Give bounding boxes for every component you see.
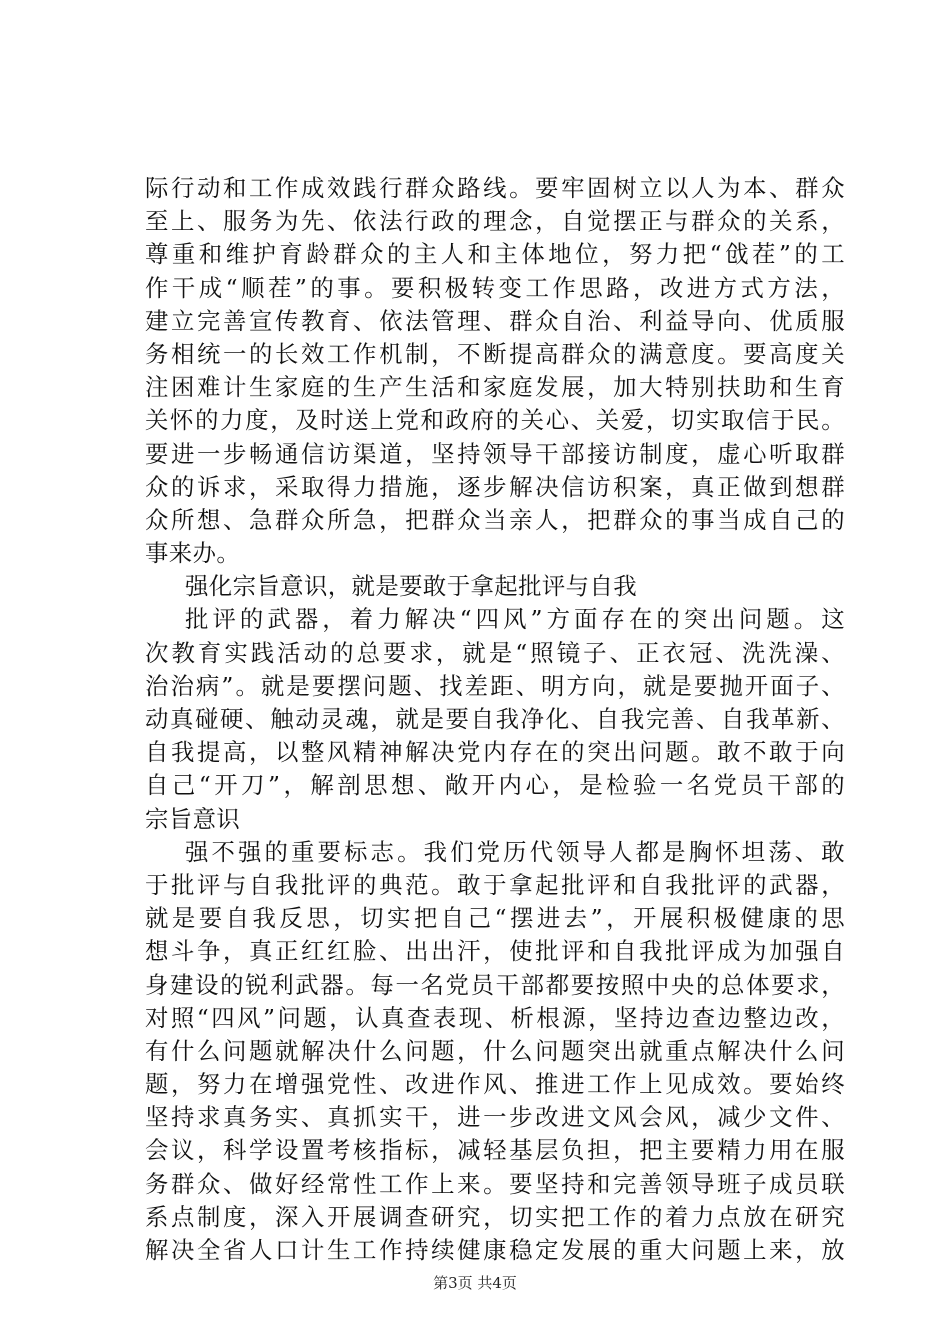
page-number-footer: 第3页 共4页 xyxy=(433,1274,517,1292)
text-line: 自我提高，以整风精神解决党内存在的突出问题。敢不敢于向 xyxy=(145,738,845,767)
text-line: 建立完善宣传教育、依法管理、群众自治、利益导向、优质服 xyxy=(145,306,845,335)
text-line: 就是要自我反思，切实把自己“摆进去”，开展积极健康的思 xyxy=(145,904,845,933)
text-line: 际行动和工作成效践行群众路线。要牢固树立以人为本、群众 xyxy=(145,174,845,202)
paragraph-heading: 强化宗旨意识，就是要敢于拿起批评与自我 xyxy=(185,572,638,601)
text-line: 要进一步畅通信访渠道，坚持领导干部接访制度，虚心听取群 xyxy=(145,439,845,468)
text-line: 次教育实践活动的总要求，就是“照镜子、正衣冠、洗洗澡、 xyxy=(145,638,845,667)
text-line: 坚持求真务实、真抓实干，进一步改进文风会风，减少文件、 xyxy=(145,1103,845,1132)
text-line: 自己“开刀”，解剖思想、敞开内心，是检验一名党员干部的 xyxy=(145,771,845,800)
text-line: 至上、服务为先、依法行政的理念，自觉摆正与群众的关系， xyxy=(145,207,845,236)
text-line: 治治病”。就是要摆问题、找差距、明方向，就是要抛开面子、 xyxy=(145,671,845,700)
text-line: 想斗争，真正红红脸、出出汗，使批评和自我批评成为加强自 xyxy=(145,937,845,966)
text-line: 务相统一的长效工作机制，不断提高群众的满意度。要高度关 xyxy=(145,339,845,368)
text-line: 宗旨意识 xyxy=(145,804,241,833)
text-line: 众所想、急群众所急，把群众当亲人，把群众的事当成自己的 xyxy=(145,505,845,534)
text-line: 系点制度，深入开展调查研究，切实把工作的着力点放在研究 xyxy=(145,1202,845,1231)
text-line: 解决全省人口计生工作持续健康稳定发展的重大问题上来，放 xyxy=(145,1236,845,1264)
text-line: 对照“四风”问题，认真查表现、析根源，坚持边查边整边改， xyxy=(145,1003,845,1032)
text-line: 关怀的力度，及时送上党和政府的关心、关爱，切实取信于民。 xyxy=(145,406,845,435)
body-text xyxy=(145,172,845,1267)
text-line: 事来办。 xyxy=(145,539,241,568)
text-line: 强不强的重要标志。我们党历代领导人都是胸怀坦荡、敢 xyxy=(185,837,845,866)
text-line: 批评的武器，着力解决“四风”方面存在的突出问题。这 xyxy=(185,605,845,634)
text-line: 会议，科学设置考核指标，减轻基层负担，把主要精力用在服 xyxy=(145,1136,845,1165)
text-line: 作干成“顺茬”的事。要积极转变工作思路，改进方式方法， xyxy=(145,273,845,302)
text-line: 有什么问题就解决什么问题，什么问题突出就重点解决什么问 xyxy=(145,1036,845,1065)
text-line: 众的诉求，采取得力措施，逐步解决信访积案，真正做到想群 xyxy=(145,472,845,501)
text-line: 务群众、做好经常性工作上来。要坚持和完善领导班子成员联 xyxy=(145,1169,845,1198)
text-line: 注困难计生家庭的生产生活和家庭发展，加大特别扶助和生育 xyxy=(145,373,845,402)
text-line: 身建设的锐利武器。每一名党员干部都要按照中央的总体要求， xyxy=(145,970,845,999)
text-line: 动真碰硬、触动灵魂，就是要自我净化、自我完善、自我革新、 xyxy=(145,705,845,733)
text-line: 题，努力在增强党性、改进作风、推进工作上见成效。要始终 xyxy=(145,1070,845,1099)
text-line: 尊重和维护育龄群众的主人和主体地位，努力把“戗茬”的工 xyxy=(145,240,845,269)
text-line: 于批评与自我批评的典范。敢于拿起批评和自我批评的武器， xyxy=(145,870,845,899)
